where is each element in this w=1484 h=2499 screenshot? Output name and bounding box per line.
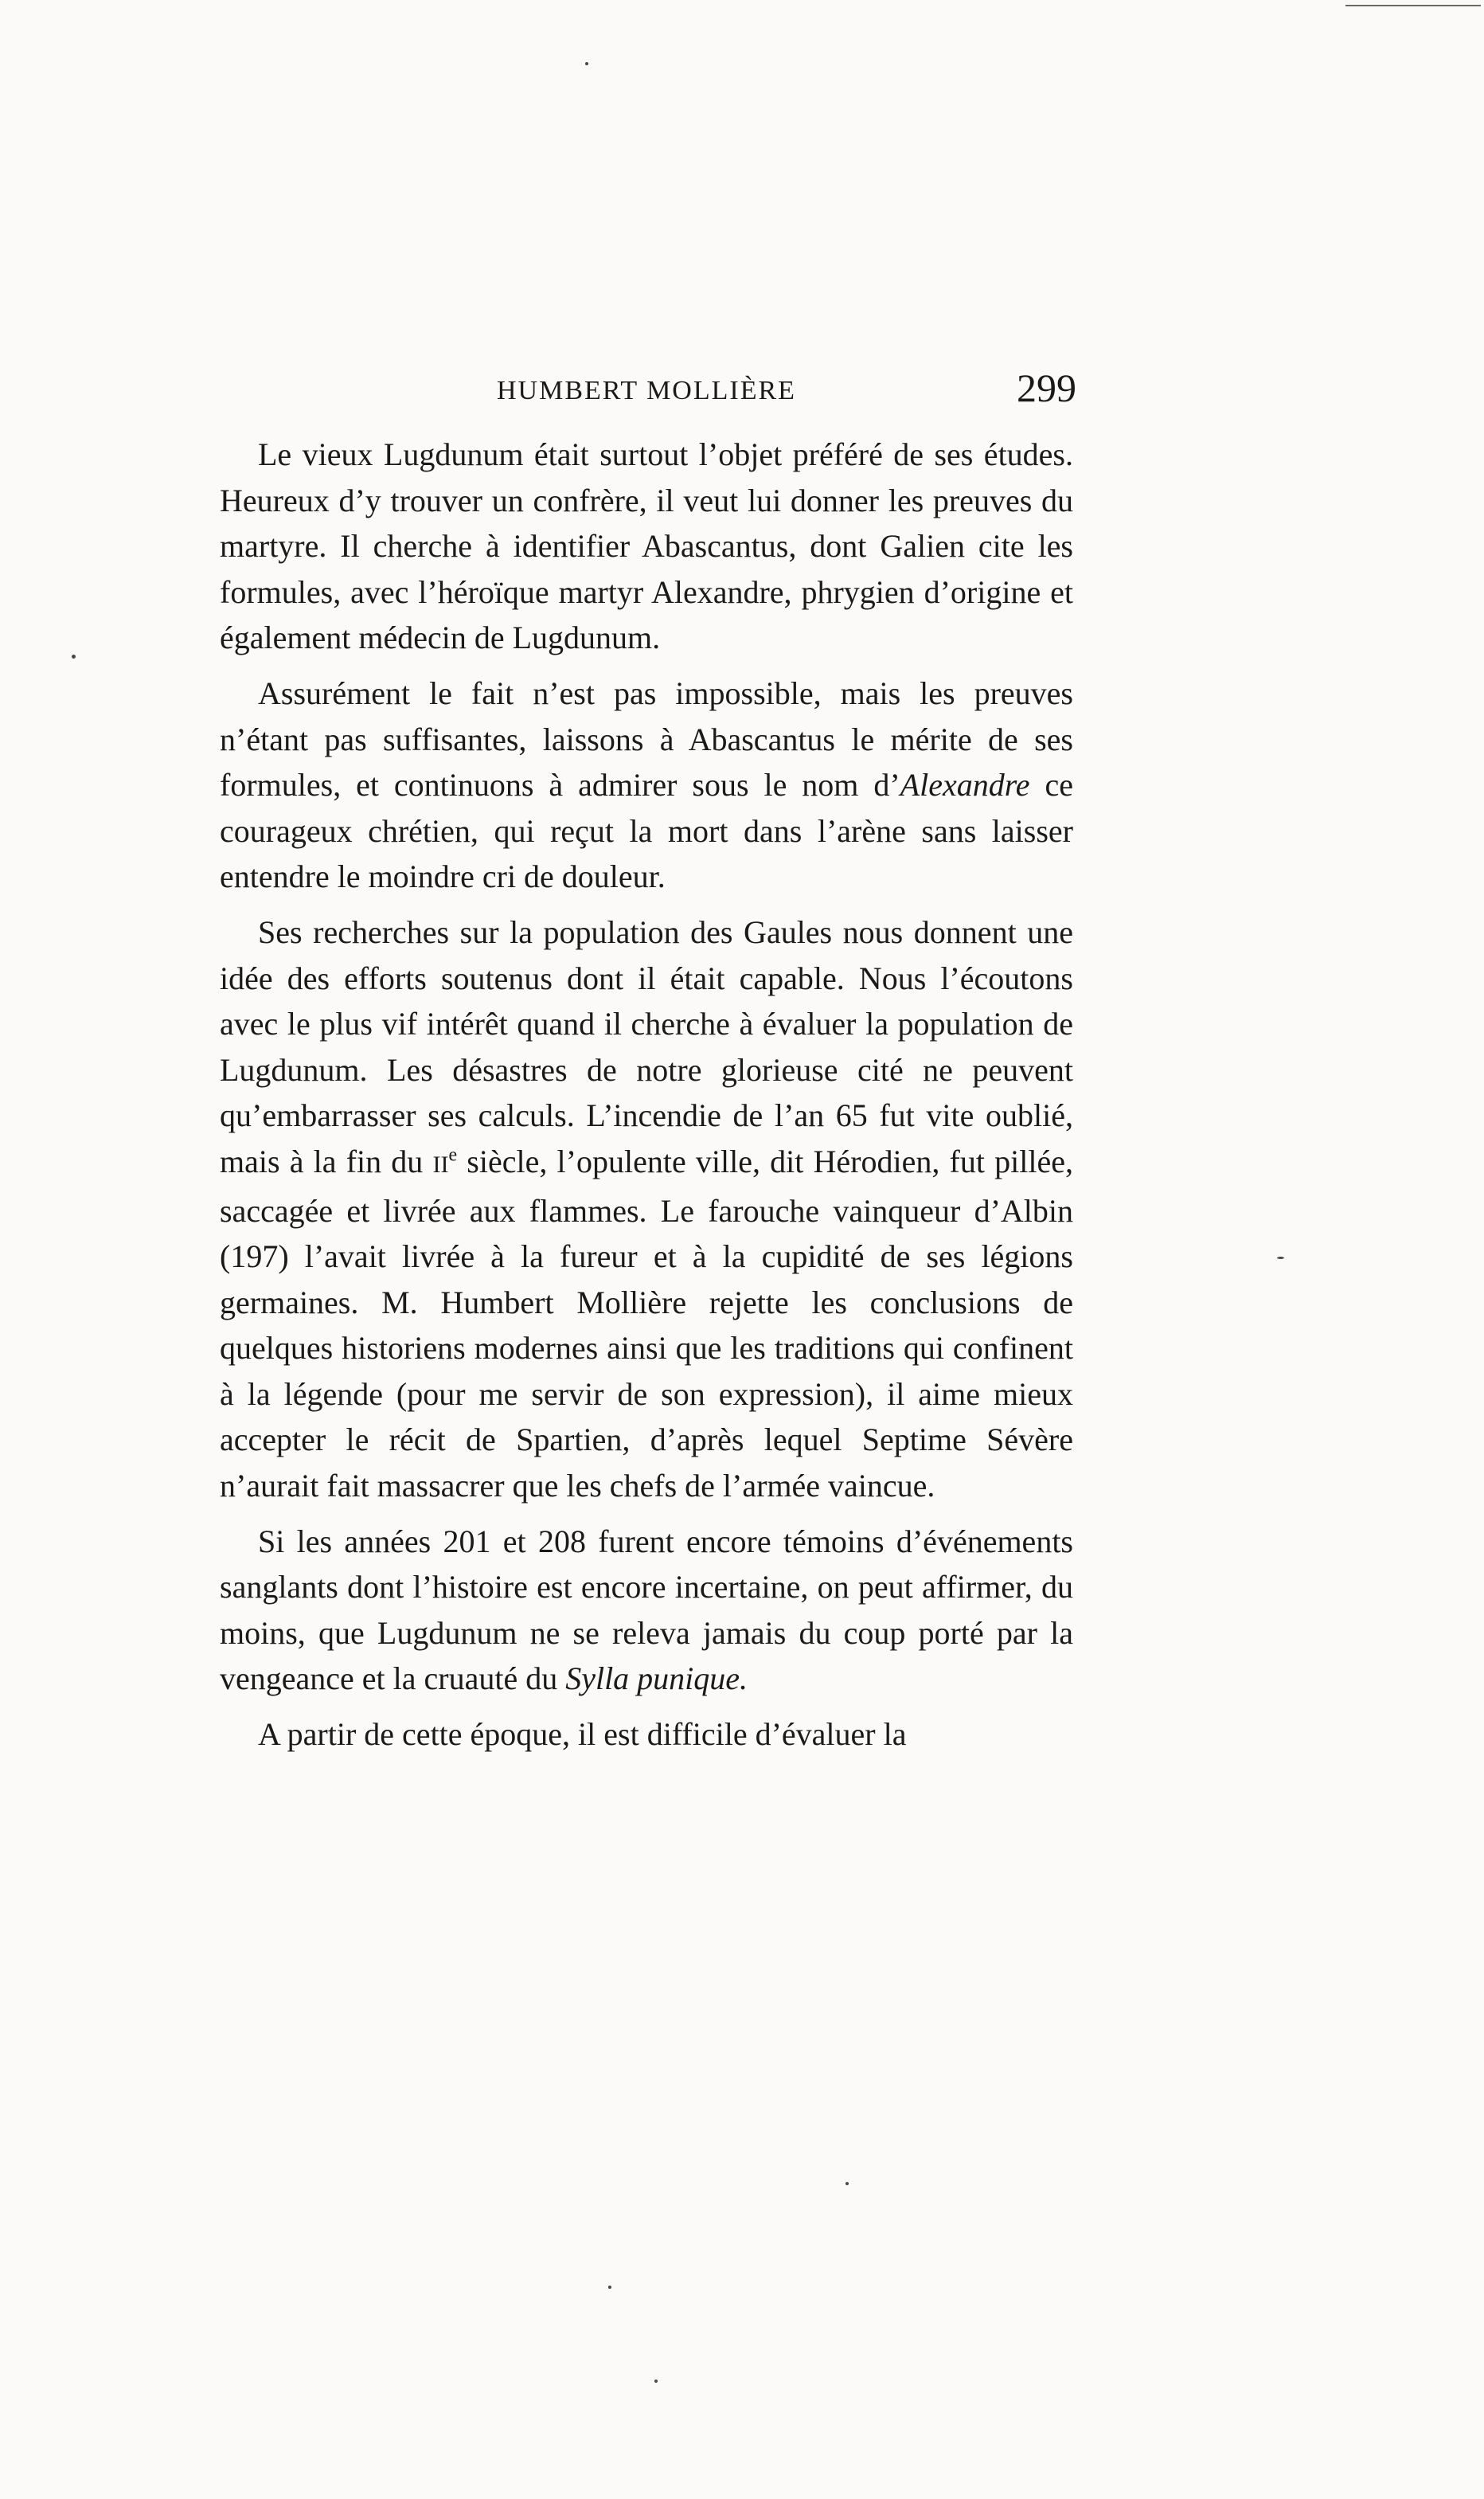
paragraph-3-text-b: siècle, l’opulente ville, dit Hérodien, fut pillée, saccagée et livrée aux flammes. Le farouche vainqueur d’Albin (197) l’avait livrée à la fureur et à la cupidité de ses légions germaines. M. Humbert Mollière rejette les conclusions de quelques historiens modernes ainsi que les traditions qui confinent à la légende (pour me servir de son expression), il aime mieux accepter le récit de Spartien, d’après lequel Septime Sévère n’aurait fait massacrer que les chefs de l’armée vaincue. bbox=[220, 1143, 1073, 1504]
italic-sylla-punique: Sylla punique. bbox=[565, 1660, 748, 1697]
paragraph-5-text: A partir de cette époque, il est difficile d’évaluer la bbox=[258, 1716, 907, 1753]
page-number: 299 bbox=[1017, 366, 1076, 410]
paragraph-1-text: Le vieux Lugdunum était surtout l’objet préféré de ses études. Heureux d’y trouver un confrère, il veut lui donner les preuves du martyre. Il cherche à identifier Abascantus, dont Galien cite les formules, avec l’héroïque martyr Alexandre, phrygien d’origine et également médecin de Lugdunum. bbox=[220, 436, 1073, 656]
paragraph-5 bbox=[220, 1711, 1073, 1758]
paragraph-1 bbox=[220, 432, 1073, 661]
ink-speck bbox=[845, 2182, 849, 2185]
running-head: HUMBERT MOLLIÈRE bbox=[497, 376, 796, 405]
paragraph-3 bbox=[220, 909, 1073, 1509]
paragraph-2-text-a: Assurément le fait n’est pas impossible, mais les preuves n’étant pas suffisantes, laissons à Abascantus le mérite de ses formules, et continuons à admirer sous le nom d’ bbox=[220, 675, 1073, 804]
paragraph-4-text-a: Si les années 201 et 208 furent encore témoins d’événements sanglants dont l’histoire est encore incertaine, on peut affirmer, du moins, que Lugdunum ne se releva jamais du coup porté par la vengeance et la cruauté du bbox=[220, 1523, 1073, 1697]
century-superscript: e bbox=[448, 1144, 458, 1166]
ink-speck bbox=[72, 655, 76, 659]
ink-speck bbox=[608, 2286, 611, 2289]
page-header bbox=[217, 365, 1076, 422]
paragraph-4 bbox=[220, 1519, 1073, 1702]
paragraph-2 bbox=[220, 671, 1073, 900]
century-numeral: II bbox=[432, 1151, 449, 1178]
italic-name-alexandre: Alexandre bbox=[900, 767, 1030, 804]
paragraph-3-text-a: Ses recherches sur la population des Gaules nous donnent une idée des efforts soutenus dont il était capable. Nous l’écoutons avec le plus vif intérêt quand il cherche à évaluer la population de Lugdunum. Les désastres de notre glorieuse cité ne peuvent qu’embarrasser ses calculs. L’incendie de l’an 65 fut vite oublié, mais à la fin du bbox=[220, 913, 1073, 1179]
body-text bbox=[220, 432, 1073, 1758]
ink-speck bbox=[654, 2380, 658, 2383]
paragraph-2-text-c: ce courageux chrétien, qui reçut la mort dans l’arène sans laisser entendre le moindre cri de douleur. bbox=[220, 767, 1073, 895]
ink-speck bbox=[1277, 1257, 1284, 1259]
ink-speck bbox=[585, 62, 588, 65]
page-edge-rule bbox=[1345, 5, 1481, 6]
